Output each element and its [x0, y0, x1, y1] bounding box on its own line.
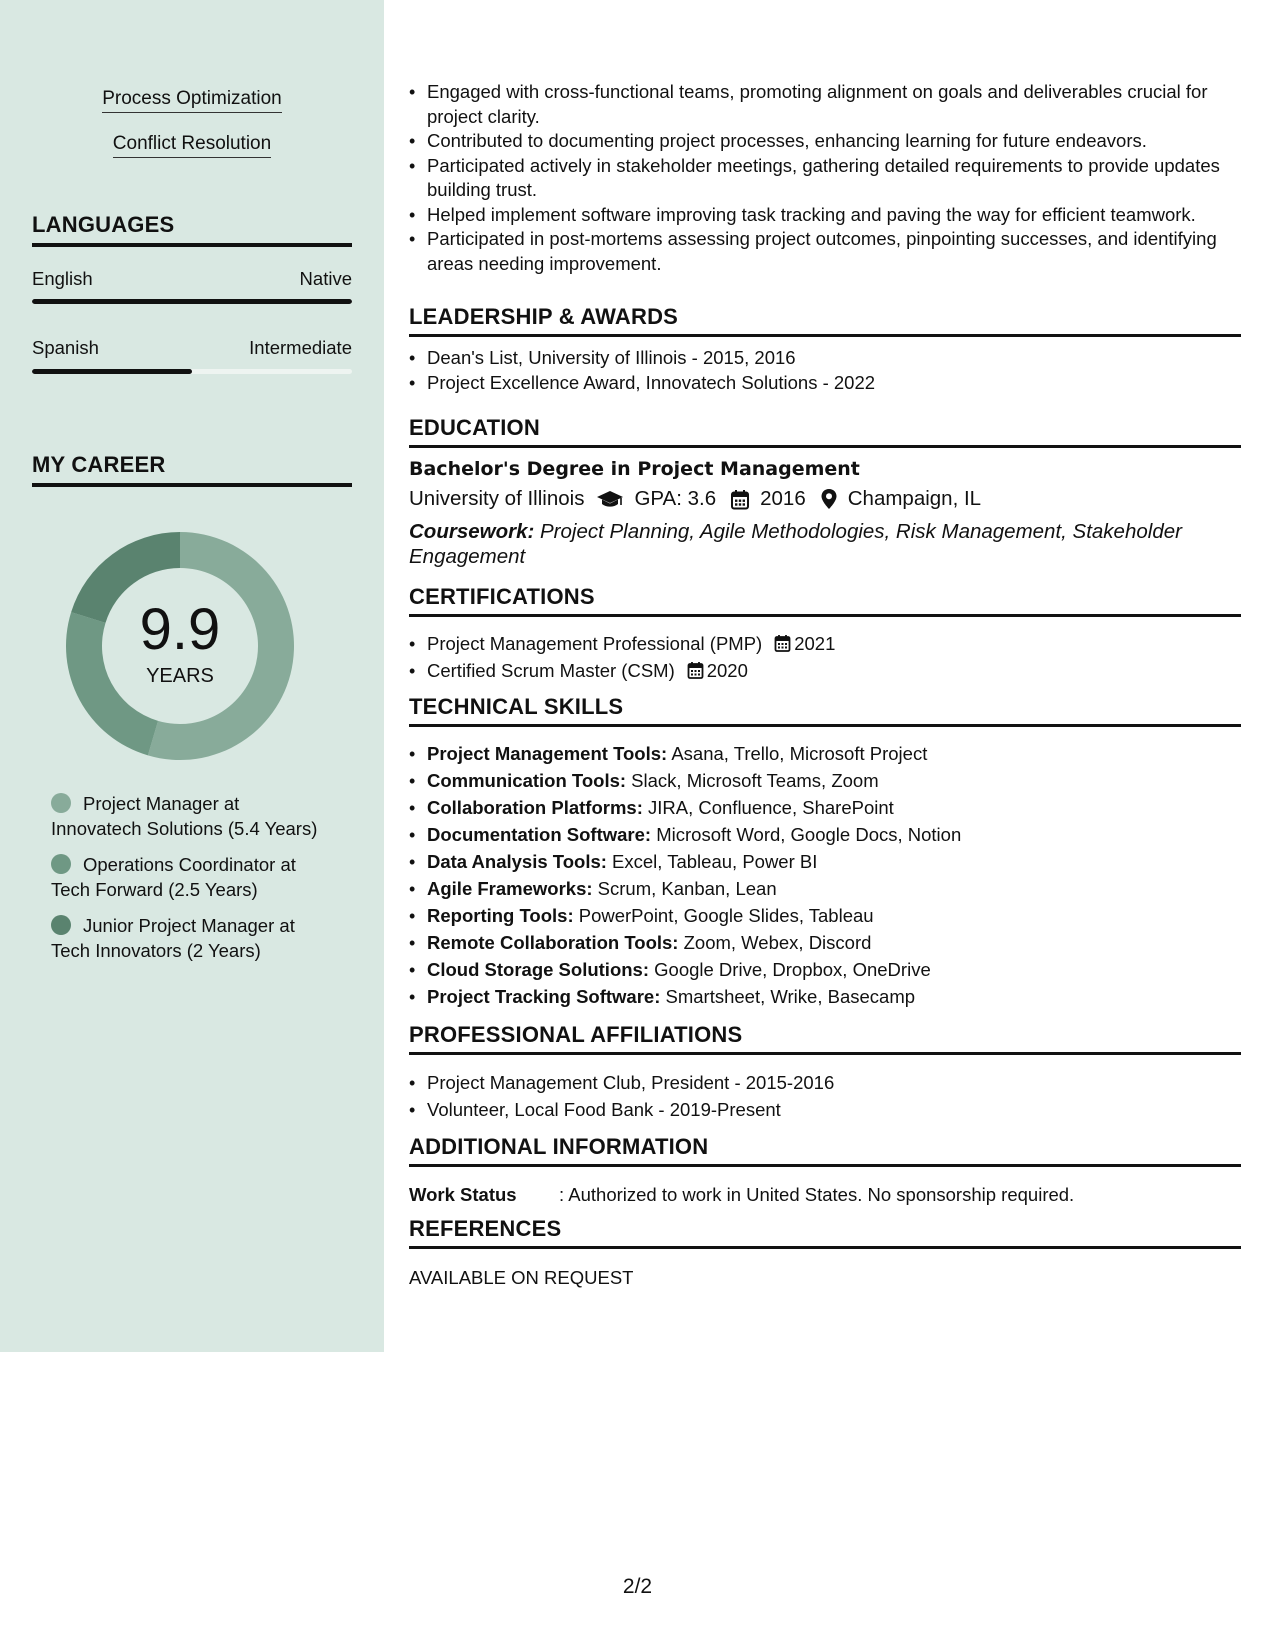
references-heading: REFERENCES	[409, 1216, 1241, 1249]
references-text: AVAILABLE ON REQUEST	[409, 1267, 634, 1288]
list-item: • Agile Frameworks: Scrum, Kanban, Lean	[409, 877, 1241, 902]
page-number: 2/2	[622, 1575, 653, 1598]
education-gpa: GPA: 3.6	[634, 487, 717, 510]
languages-heading: LANGUAGES	[32, 212, 352, 247]
career-legend-dot	[51, 915, 71, 935]
leadership-heading: LEADERSHIP & AWARDS	[409, 304, 1241, 337]
leadership-list	[409, 346, 1241, 395]
education-year: 2016	[760, 487, 806, 510]
list-item: • Dean's List, University of Illinois - 2015, 2016	[409, 346, 1241, 371]
experience-bullets	[409, 80, 1241, 276]
language-proficiency-fill	[32, 299, 352, 304]
list-item: • Communication Tools: Slack, Microsoft Teams, Zoom	[409, 769, 1241, 794]
education-degree: Bachelor's Degree in Project Management	[409, 458, 860, 480]
education-location: Champaign, IL	[847, 487, 982, 510]
language-proficiency-bar	[32, 299, 352, 304]
technical-skills-heading: TECHNICAL SKILLS	[409, 694, 1241, 727]
list-item: • Project Management Professional (PMP) 2021	[409, 632, 1241, 657]
skill-tag: Process Optimization	[0, 88, 384, 113]
technical-skills-list	[409, 742, 1241, 1012]
list-item: • Project Management Tools: Asana, Trello, Microsoft Project	[409, 742, 1241, 767]
career-item: Junior Project Manager at Tech Innovators (2 Years)	[51, 915, 295, 961]
language-level: Native	[299, 268, 352, 289]
coursework-label: Coursework:	[409, 520, 535, 543]
list-item: • Volunteer, Local Food Bank - 2019-Present	[409, 1098, 1241, 1123]
skill-tag: Conflict Resolution	[0, 133, 384, 158]
affiliations-list	[409, 1071, 1241, 1122]
list-item: • Certified Scrum Master (CSM) 2020	[409, 659, 1241, 684]
career-legend-dot	[51, 793, 71, 813]
list-item: • Engaged with cross-functional teams, promoting alignment on goals and deliverables crucial for project clarity.	[409, 80, 1241, 129]
certifications-list	[409, 632, 1241, 683]
work-status-value: : Authorized to work in United States. No sponsorship required.	[559, 1184, 1075, 1205]
work-status-label: Work Status	[409, 1184, 517, 1205]
list-item: • Helped implement software improving task tracking and paving the way for efficient teamwork.	[409, 203, 1241, 228]
affiliations-heading: PROFESSIONAL AFFILIATIONS	[409, 1022, 1241, 1055]
career-item: Operations Coordinator at Tech Forward (2.5 Years)	[51, 854, 296, 900]
calendar-icon	[774, 634, 791, 652]
list-item: • Remote Collaboration Tools: Zoom, Webex, Discord	[409, 931, 1241, 956]
certifications-heading: CERTIFICATIONS	[409, 584, 1241, 617]
education-details	[409, 487, 981, 511]
career-legend-dot	[51, 854, 71, 874]
location-pin-icon	[820, 488, 838, 510]
list-item: • Documentation Software: Microsoft Word, Google Docs, Notion	[409, 823, 1241, 848]
education-school: University of Illinois	[409, 487, 585, 510]
calendar-icon	[687, 661, 704, 679]
career-total-value: 9.9	[139, 597, 221, 662]
list-item: • Project Management Club, President - 2015-2016	[409, 1071, 1241, 1096]
list-item: • Participated in post-mortems assessing project outcomes, pinpointing successes, and identifying areas needing improvement.	[409, 227, 1241, 276]
work-status-row	[409, 1184, 1074, 1206]
calendar-icon	[730, 489, 750, 510]
list-item: • Project Excellence Award, Innovatech Solutions - 2022	[409, 371, 1241, 396]
language-proficiency-fill	[32, 369, 192, 374]
list-item: • Collaboration Platforms: JIRA, Confluence, SharePoint	[409, 796, 1241, 821]
education-heading: EDUCATION	[409, 415, 1241, 448]
career-total-unit: YEARS	[146, 665, 214, 687]
language-row	[32, 268, 352, 290]
list-item: • Participated actively in stakeholder meetings, gathering detailed requirements to provide updates building trust.	[409, 154, 1241, 203]
language-name: Spanish	[32, 337, 99, 358]
graduation-cap-icon	[596, 489, 624, 509]
sidebar	[0, 0, 384, 1352]
language-level: Intermediate	[249, 337, 352, 358]
career-heading: MY CAREER	[32, 452, 352, 487]
language-proficiency-bar	[32, 369, 352, 374]
list-item: • Cloud Storage Solutions: Google Drive, Dropbox, OneDrive	[409, 958, 1241, 983]
additional-info-heading: ADDITIONAL INFORMATION	[409, 1134, 1241, 1167]
career-item: Project Manager at Innovatech Solutions (5.4 Years)	[51, 793, 318, 839]
list-item: • Contributed to documenting project processes, enhancing learning for future endeavors.	[409, 129, 1241, 154]
language-row	[32, 337, 352, 359]
language-name: English	[32, 268, 93, 289]
coursework-value: Project Planning, Agile Methodologies, Risk Management, Stakeholder Engagement	[409, 520, 1182, 568]
list-item: • Reporting Tools: PowerPoint, Google Slides, Tableau	[409, 904, 1241, 929]
list-item: • Project Tracking Software: Smartsheet, Wrike, Basecamp	[409, 985, 1241, 1010]
list-item: • Data Analysis Tools: Excel, Tableau, Power BI	[409, 850, 1241, 875]
education-coursework	[409, 519, 1209, 569]
